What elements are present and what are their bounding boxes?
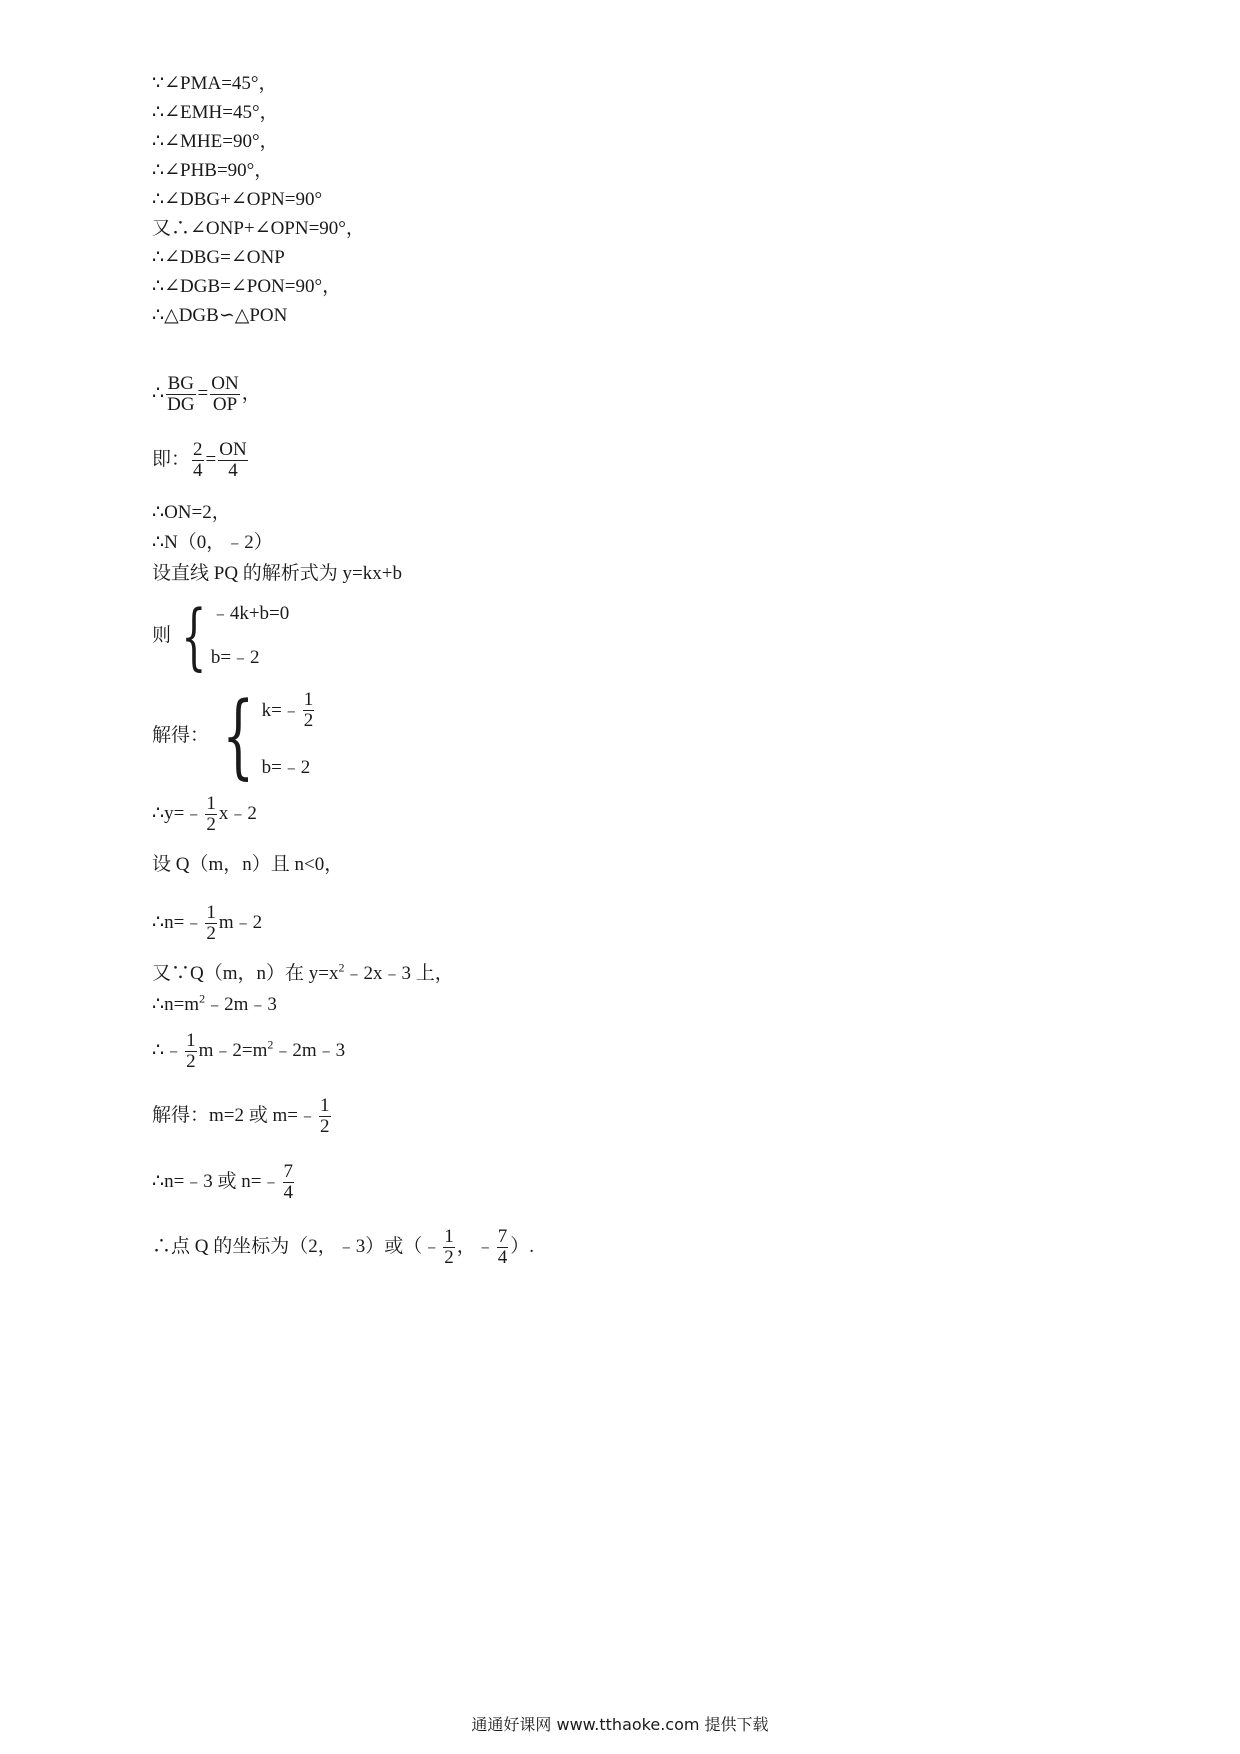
ratio-line bbox=[152, 440, 250, 481]
denominator: 2 bbox=[206, 923, 216, 944]
fraction bbox=[185, 1031, 197, 1072]
equation-text: ∴y=﹣ bbox=[152, 802, 204, 824]
equals-sign: = bbox=[205, 448, 217, 470]
numerator: 2 bbox=[193, 439, 203, 460]
text-line: ∴∠DBG=∠ONP bbox=[152, 247, 285, 268]
equation-line bbox=[152, 794, 257, 835]
equation-line bbox=[152, 1162, 296, 1203]
equation-system-line bbox=[152, 682, 316, 789]
denominator: 2 bbox=[303, 710, 314, 731]
numerator: 1 bbox=[444, 1226, 454, 1247]
text-line: ∴N（0，﹣2） bbox=[152, 532, 273, 553]
equation-line bbox=[152, 1096, 333, 1137]
exponent: 2 bbox=[267, 1037, 274, 1052]
denominator: 2 bbox=[444, 1247, 454, 1268]
equation-row: b=﹣2 bbox=[210, 647, 260, 668]
fraction bbox=[303, 690, 315, 731]
numerator: ON bbox=[219, 439, 247, 460]
equation-text: 解得：m=2 或 m=﹣ bbox=[152, 1104, 317, 1126]
equation-system bbox=[171, 594, 290, 678]
denominator: 4 bbox=[283, 1182, 294, 1203]
equation-row: b=﹣2 bbox=[261, 757, 311, 778]
fraction bbox=[283, 1162, 295, 1203]
equation-text: m﹣2 bbox=[218, 911, 263, 933]
page-footer: 通通好课网 www.tthaoke.com 提供下载 bbox=[471, 1715, 769, 1734]
equation-row bbox=[262, 690, 317, 731]
text-line: ∴∠PHB=90°， bbox=[152, 160, 274, 181]
fraction bbox=[319, 1096, 331, 1137]
text-line: ∴∠DBG+∠OPN=90° bbox=[152, 189, 323, 210]
equation-line bbox=[152, 1227, 534, 1268]
numerator: 7 bbox=[283, 1161, 294, 1182]
equation-text: ∴点 Q 的坐标为（2，﹣3）或（﹣ bbox=[152, 1235, 442, 1257]
system-prefix: 则 bbox=[152, 625, 172, 646]
equation-line bbox=[152, 903, 262, 944]
equation-text: 又∵Q（m，n）在 y=x bbox=[152, 963, 339, 984]
fraction bbox=[205, 794, 217, 835]
equation-text: ，﹣ bbox=[456, 1235, 495, 1257]
equation-row: ﹣4k+b=0 bbox=[210, 603, 290, 624]
equation-text: k=﹣ bbox=[261, 699, 301, 721]
system-prefix: 解得： bbox=[152, 725, 210, 746]
fraction bbox=[443, 1227, 455, 1268]
fraction bbox=[218, 440, 247, 481]
numerator: 1 bbox=[186, 1030, 196, 1051]
denominator: DG bbox=[167, 394, 195, 415]
equation-system-line bbox=[152, 594, 290, 678]
equation-text: x﹣2 bbox=[218, 802, 257, 824]
equation-line bbox=[152, 962, 454, 986]
numerator: 1 bbox=[303, 689, 314, 710]
equation-line bbox=[152, 993, 277, 1017]
equation-text: ∴n=﹣ bbox=[152, 911, 204, 933]
text-line: ∴△DGB∽△PON bbox=[152, 305, 288, 326]
fraction bbox=[192, 440, 204, 481]
exponent: 2 bbox=[338, 960, 345, 975]
equation-text: ﹣2m﹣3 bbox=[273, 1039, 346, 1061]
denominator: 2 bbox=[186, 1051, 196, 1072]
exponent: 2 bbox=[199, 991, 206, 1006]
brace-icon: { bbox=[222, 682, 255, 789]
equation-text: ∴n=m bbox=[152, 994, 200, 1015]
fraction bbox=[166, 374, 195, 415]
ratio-suffix: ， bbox=[241, 382, 261, 404]
fraction bbox=[497, 1227, 509, 1268]
equation-text: ）. bbox=[510, 1235, 535, 1257]
text-line: ∴∠EMH=45°， bbox=[152, 102, 279, 123]
fraction bbox=[210, 374, 239, 415]
equation-text: ∴n=﹣3 或 n=﹣ bbox=[152, 1170, 281, 1192]
numerator: 1 bbox=[320, 1095, 330, 1116]
ratio-prefix: 即： bbox=[152, 448, 191, 470]
denominator: 2 bbox=[320, 1116, 330, 1137]
denominator: 4 bbox=[228, 460, 238, 481]
equation-line bbox=[152, 1031, 345, 1072]
numerator: ON bbox=[211, 373, 239, 394]
text-line: 设 Q（m，n）且 n<0， bbox=[152, 854, 344, 875]
text-line: ∴∠DGB=∠PON=90°， bbox=[152, 276, 342, 297]
equation-system bbox=[209, 682, 316, 789]
text-line: 又∴∠ONP+∠OPN=90°， bbox=[152, 218, 365, 239]
text-line: ∵∠PMA=45°， bbox=[152, 73, 278, 94]
denominator: 2 bbox=[206, 814, 216, 835]
equation-text: ﹣2m﹣3 bbox=[205, 994, 277, 1015]
equals-sign: = bbox=[197, 382, 209, 404]
equation-text: ﹣2x﹣3 上， bbox=[344, 963, 454, 984]
denominator: 4 bbox=[193, 460, 203, 481]
text-line: ∴∠MHE=90°， bbox=[152, 131, 279, 152]
fraction bbox=[205, 903, 217, 944]
numerator: 7 bbox=[497, 1226, 508, 1247]
ratio-line bbox=[152, 374, 261, 415]
numerator: 1 bbox=[206, 793, 216, 814]
equation-text: m﹣2=m bbox=[198, 1039, 268, 1061]
numerator: BG bbox=[167, 373, 195, 394]
denominator: 4 bbox=[497, 1247, 508, 1268]
text-line: 设直线 PQ 的解析式为 y=kx+b bbox=[152, 563, 402, 584]
ratio-prefix: ∴ bbox=[152, 382, 165, 404]
numerator: 1 bbox=[206, 902, 216, 923]
equation-text: ∴﹣ bbox=[152, 1039, 184, 1061]
text-line: ∴ON=2， bbox=[152, 502, 231, 523]
denominator: OP bbox=[212, 394, 238, 415]
brace-icon: { bbox=[181, 594, 207, 678]
